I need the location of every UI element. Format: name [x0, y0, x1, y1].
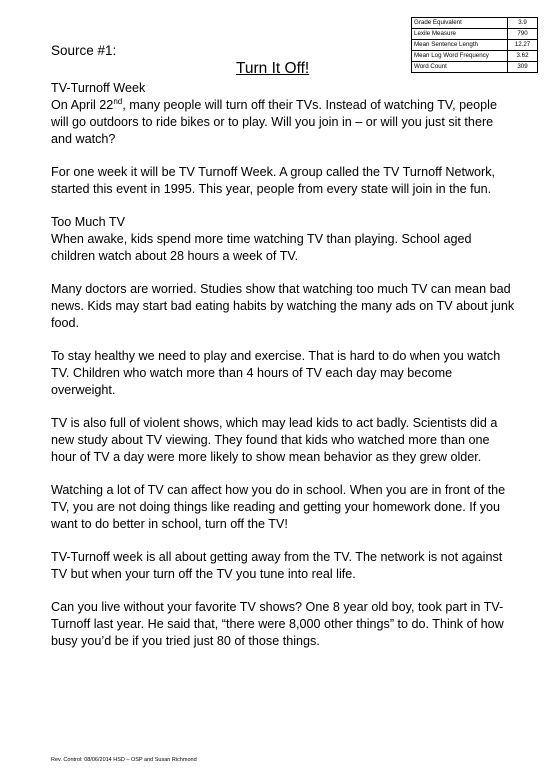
- metric-value: 790: [508, 29, 538, 40]
- metric-value: 3.9: [508, 18, 538, 29]
- paragraph: TV is also full of violent shows, which may lead kids to act badly. Scientists did a new study about TV viewing. They found that kids who watched more than one hour of TV a day were more likely to show mean behavior as they grew older.: [51, 416, 498, 464]
- metric-row: [412, 29, 538, 40]
- metric-row: [412, 62, 538, 73]
- paragraph: To stay healthy we need to play and exercise. That is hard to do when you watch TV. Children who watch more than 4 hours of TV each day may become overweight.: [51, 349, 501, 397]
- metric-value: 3.62: [508, 51, 538, 62]
- paragraph: Many doctors are worried. Studies show that watching too much TV can mean bad news. Kids may start bad eating habits by watching the many ads on TV about junk food.: [51, 282, 515, 330]
- metric-name: Mean Sentence Length: [412, 40, 508, 51]
- metric-value: 309: [508, 62, 538, 73]
- metric-name: Word Count: [412, 62, 508, 73]
- source-label: Source #1:: [51, 43, 117, 58]
- readability-metrics-table: [411, 17, 538, 73]
- paragraph: For one week it will be TV Turnoff Week. A group called the TV Turnoff Network, started this event in 1995. This year, people from every state will join in the fun.: [51, 165, 496, 196]
- ordinal-suffix: nd: [113, 96, 123, 106]
- document-title: Turn It Off!: [236, 60, 310, 77]
- paragraph-text: On April 22: [51, 98, 114, 112]
- paragraph-text: When awake, kids spend more time watching TV than playing. School aged children watch about 28 hours a week of TV.: [51, 232, 472, 263]
- metric-row: [412, 18, 538, 29]
- metric-value: 12.27: [508, 40, 538, 51]
- section-heading: Too Much TV: [51, 215, 125, 229]
- paragraph: [51, 214, 516, 265]
- paragraph-text: , many people will turn off their TVs. Instead of watching TV, people will go outdoors to ride bikes or to play. Will you join in – or will you just sit there and watch?: [51, 98, 497, 146]
- paragraph: [51, 80, 516, 148]
- section-heading: TV-Turnoff Week: [51, 81, 146, 95]
- metric-row: [412, 51, 538, 62]
- metric-name: Grade Equivalent: [412, 18, 508, 29]
- paragraph: Watching a lot of TV can affect how you do in school. When you are in front of the TV, you are not doing things like reading and getting your homework done. If you want to do better in school, turn off the TV!: [51, 483, 506, 531]
- article-body: [51, 80, 516, 666]
- metric-row: [412, 40, 538, 51]
- metric-name: Lexile Measure: [412, 29, 508, 40]
- paragraph: Can you live without your favorite TV shows? One 8 year old boy, took part in TV-Turnoff last year. He said that, “there were 8,000 other things” to do. Think of how busy you’d be if you tried just 80 of those things.: [51, 600, 504, 648]
- metric-name: Mean Log Word Frequency: [412, 51, 508, 62]
- paragraph: TV-Turnoff week is all about getting away from the TV. The network is not against TV but when your turn off the TV you tune into real life.: [51, 550, 503, 581]
- revision-footer: Rev. Control: 08/06/2014 HSD – OSP and Susan Richmond: [51, 757, 197, 763]
